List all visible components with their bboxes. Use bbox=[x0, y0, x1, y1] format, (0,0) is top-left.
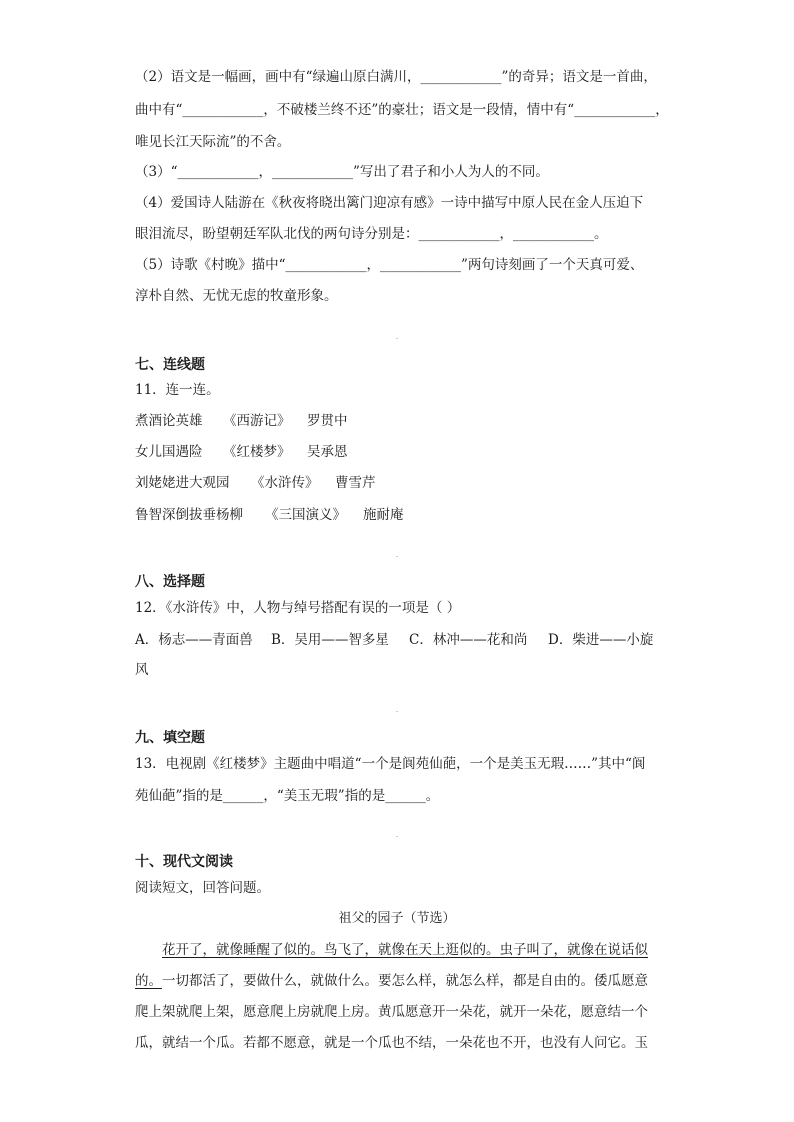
underlined-sentence-end: 的。 bbox=[135, 973, 162, 989]
match-book: 《三国演义》 bbox=[265, 507, 346, 523]
poetry-q5-line1: （5）诗歌《村晚》描中“____________，____________”两句诗刻画了一个天真可爱、 bbox=[135, 257, 644, 273]
match-book: 《水浒传》 bbox=[251, 475, 319, 491]
match-book: 《红楼梦》 bbox=[223, 444, 291, 460]
passage-line bbox=[162, 941, 648, 959]
underlined-sentence: 花开了，就像睡醒了似的。鸟飞了，就像在天上逛似的。虫子叫了，就像在说话似 bbox=[162, 942, 648, 958]
poetry-q5-line2: 淳朴自然、无忧无虑的牧童形象。 bbox=[135, 288, 338, 304]
option-c: C．林冲——花和尚 bbox=[409, 632, 528, 648]
section10-heading: 十、现代文阅读 bbox=[135, 854, 233, 870]
divider-dot bbox=[396, 711, 398, 712]
section9-question-line2: 苑仙葩”指的是______，“美玉无瑕”指的是______。 bbox=[135, 788, 440, 804]
divider-dot bbox=[396, 556, 398, 557]
section9-question-line1: 13．电视剧《红楼梦》主题曲中唱道“一个是阆苑仙葩，一个是美玉无瑕……”其中“阆 bbox=[135, 756, 646, 772]
poetry-q3: （3）“____________，____________”写出了君子和小人为人的不同。 bbox=[135, 164, 549, 180]
passage-line: 瓜，就结一个瓜。若都不愿意，就是一个瓜也不结，一朵花也不开，也没有人问它。玉 bbox=[135, 1035, 648, 1051]
section7-question: 11．连一连。 bbox=[135, 382, 220, 398]
poetry-q2-line3: 唯见长江天际流”的不舍。 bbox=[135, 134, 291, 150]
divider-dot bbox=[396, 338, 398, 339]
passage-text: 一切都活了，要做什么，就做什么。要怎么样，就怎么样，都是自由的。倭瓜愿意 bbox=[162, 973, 648, 989]
match-event: 煮酒论英雄 bbox=[135, 413, 203, 429]
match-author: 施耐庵 bbox=[363, 507, 404, 523]
option-d-wrap: 风 bbox=[135, 662, 149, 678]
section8-heading: 八、选择题 bbox=[135, 574, 205, 590]
poetry-q2-line1: （2）语文是一幅画，画中有“绿遍山原白满川，____________”的奇异；语文是一首曲， bbox=[135, 69, 657, 85]
option-a: A．杨志——青面兽 bbox=[135, 632, 253, 648]
poetry-q4-line2: 眼泪流尽，盼望朝廷军队北伐的两句诗分别是：____________，____________。 bbox=[135, 226, 608, 242]
match-book: 《西游记》 bbox=[223, 413, 291, 429]
match-event: 女儿国遇险 bbox=[135, 444, 203, 460]
option-d: D．柴进——小旋 bbox=[548, 632, 654, 648]
section10-instruction: 阅读短文，回答问题。 bbox=[135, 880, 270, 896]
match-event: 鲁智深倒拔垂杨柳 bbox=[135, 507, 243, 523]
match-author: 罗贯中 bbox=[307, 413, 348, 429]
divider-dot bbox=[396, 836, 398, 837]
section9-heading: 九、填空题 bbox=[135, 730, 205, 746]
passage-line bbox=[135, 972, 648, 990]
poetry-q4-line1: （4）爱国诗人陆游在《秋夜将晓出篱门迎凉有感》一诗中描写中原人民在金人压迫下 bbox=[135, 195, 644, 211]
match-author: 吴承恩 bbox=[307, 444, 348, 460]
match-event: 刘姥姥进大观园 bbox=[135, 475, 230, 491]
section7-heading: 七、连线题 bbox=[135, 357, 205, 373]
passage-title: 祖父的园子（节选） bbox=[338, 911, 456, 926]
section8-question: 12．《水浒传》中，人物与绰号搭配有误的一项是（ ） bbox=[135, 600, 461, 616]
match-author: 曹雪芹 bbox=[335, 475, 376, 491]
option-b: B．吴用——智多星 bbox=[271, 632, 389, 648]
passage-line: 爬上架就爬上架，愿意爬上房就爬上房。黄瓜愿意开一朵花，就开一朵花，愿意结一个 bbox=[135, 1004, 648, 1020]
poetry-q2-line2: 曲中有“____________，不破楼兰终不还”的豪壮；语文是一段情，情中有“____________， bbox=[135, 102, 669, 118]
